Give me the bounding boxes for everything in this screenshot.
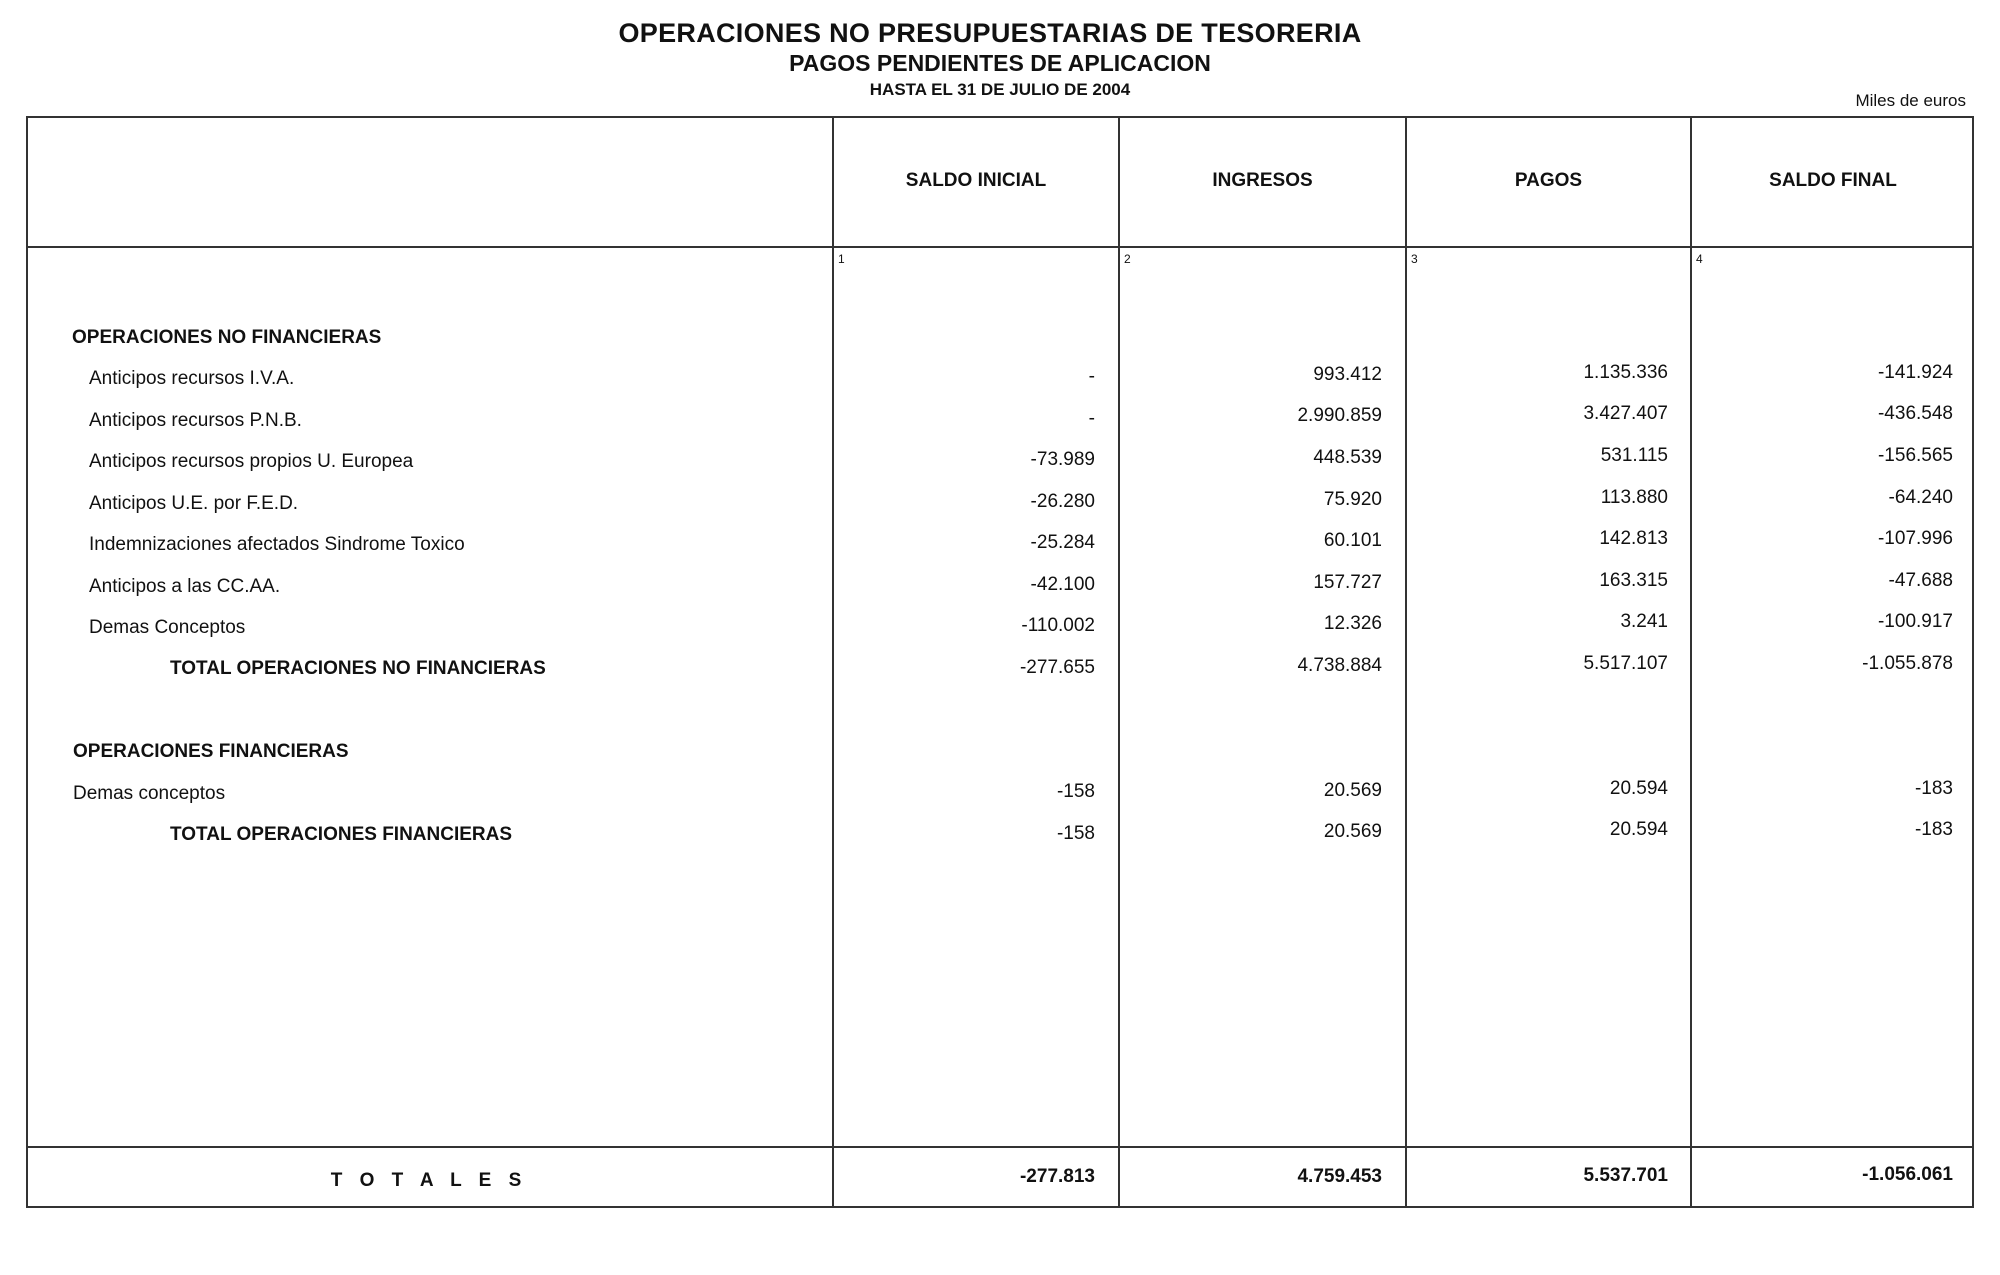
row-value: -156.565 bbox=[1877, 445, 1953, 466]
subtotal-value: 20.594 bbox=[1609, 819, 1668, 840]
row-value: 3.427.407 bbox=[1583, 403, 1668, 424]
subtotal-value: -277.655 bbox=[1019, 657, 1095, 678]
row-value: -47.688 bbox=[1888, 570, 1953, 591]
row-label: Anticipos recursos I.V.A. bbox=[89, 368, 295, 389]
row-value: 142.813 bbox=[1599, 528, 1668, 549]
row-label: Anticipos recursos P.N.B. bbox=[89, 410, 302, 431]
row-value: 12.326 bbox=[1323, 613, 1382, 634]
row-value: 3.241 bbox=[1620, 611, 1668, 632]
row-value: -25.284 bbox=[1030, 532, 1095, 553]
row-value: -64.240 bbox=[1888, 487, 1953, 508]
column-header-saldo-final: SALDO FINAL bbox=[1769, 170, 1897, 191]
column-divider bbox=[1405, 116, 1407, 1208]
row-label: Demas conceptos bbox=[73, 783, 226, 804]
column-divider bbox=[832, 116, 834, 1208]
header-divider bbox=[26, 246, 1974, 248]
column-header-pagos: PAGOS bbox=[1514, 170, 1583, 191]
row-label: Anticipos U.E. por F.E.D. bbox=[89, 493, 299, 514]
totals-value: 4.759.453 bbox=[1297, 1166, 1382, 1187]
units-label: Miles de euros bbox=[1855, 91, 1966, 110]
page-subtitle: PAGOS PENDIENTES DE APLICACION bbox=[789, 50, 1211, 76]
row-value: 113.880 bbox=[1600, 487, 1668, 508]
totals-value: 5.537.701 bbox=[1583, 1165, 1668, 1186]
totals-divider bbox=[26, 1146, 1974, 1148]
subtotal-value: -158 bbox=[1056, 823, 1095, 844]
row-value: -141.924 bbox=[1877, 362, 1953, 383]
subtotal-value: 5.517.107 bbox=[1583, 653, 1668, 674]
subtotal-value: 20.569 bbox=[1323, 821, 1382, 842]
row-value: -42.100 bbox=[1030, 574, 1095, 595]
row-value: 60.101 bbox=[1323, 530, 1382, 551]
period-label: HASTA EL 31 DE JULIO DE 2004 bbox=[869, 80, 1131, 99]
column-divider bbox=[1690, 116, 1692, 1208]
row-label: Indemnizaciones afectados Sindrome Toxico bbox=[89, 534, 465, 555]
row-value: -73.989 bbox=[1030, 449, 1095, 470]
row-value: -183 bbox=[1914, 778, 1953, 799]
row-label: Demas Conceptos bbox=[89, 617, 246, 638]
column-header-ingresos: INGRESOS bbox=[1212, 170, 1313, 191]
row-value: 448.539 bbox=[1313, 447, 1382, 468]
subtotal-label-no-financieras: TOTAL OPERACIONES NO FINANCIERAS bbox=[170, 658, 546, 679]
row-value: -107.996 bbox=[1877, 528, 1953, 549]
totals-label: T O T A L E S bbox=[330, 1170, 528, 1191]
row-value: - bbox=[1088, 408, 1095, 429]
row-value: 157.727 bbox=[1313, 572, 1382, 593]
column-number: 4 bbox=[1696, 252, 1703, 266]
section-heading-financieras: OPERACIONES FINANCIERAS bbox=[73, 741, 349, 762]
totals-value: -277.813 bbox=[1019, 1166, 1095, 1187]
subtotal-value: 4.738.884 bbox=[1297, 655, 1382, 676]
page-title: OPERACIONES NO PRESUPUESTARIAS DE TESORERIA bbox=[618, 18, 1362, 48]
subtotal-label-financieras: TOTAL OPERACIONES FINANCIERAS bbox=[170, 824, 513, 845]
column-header-saldo-inicial: SALDO INICIAL bbox=[905, 170, 1047, 191]
row-value: 20.569 bbox=[1323, 780, 1382, 801]
row-value: -100.917 bbox=[1877, 611, 1953, 632]
column-divider bbox=[1118, 116, 1120, 1208]
section-heading-no-financieras: OPERACIONES NO FINANCIERAS bbox=[72, 327, 382, 348]
row-value: -436.548 bbox=[1877, 403, 1953, 424]
row-value: 1.135.336 bbox=[1583, 362, 1668, 383]
row-label: Anticipos recursos propios U. Europea bbox=[89, 451, 414, 472]
row-value: - bbox=[1088, 366, 1095, 387]
column-number: 2 bbox=[1124, 252, 1131, 266]
row-value: -110.002 bbox=[1021, 615, 1095, 636]
subtotal-value: -183 bbox=[1914, 819, 1953, 840]
row-value: 2.990.859 bbox=[1297, 405, 1382, 426]
row-value: -158 bbox=[1056, 781, 1095, 802]
column-number: 3 bbox=[1411, 252, 1418, 266]
column-number: 1 bbox=[838, 252, 845, 266]
row-value: 20.594 bbox=[1609, 778, 1668, 799]
subtotal-value: -1.055.878 bbox=[1862, 653, 1953, 674]
row-value: 531.115 bbox=[1600, 445, 1668, 466]
row-value: 993.412 bbox=[1313, 364, 1382, 385]
row-value: 163.315 bbox=[1599, 570, 1668, 591]
row-label: Anticipos a las CC.AA. bbox=[89, 576, 281, 597]
totals-value: -1.056.061 bbox=[1862, 1164, 1953, 1185]
row-value: -26.280 bbox=[1030, 491, 1095, 512]
row-value: 75.920 bbox=[1323, 489, 1382, 510]
